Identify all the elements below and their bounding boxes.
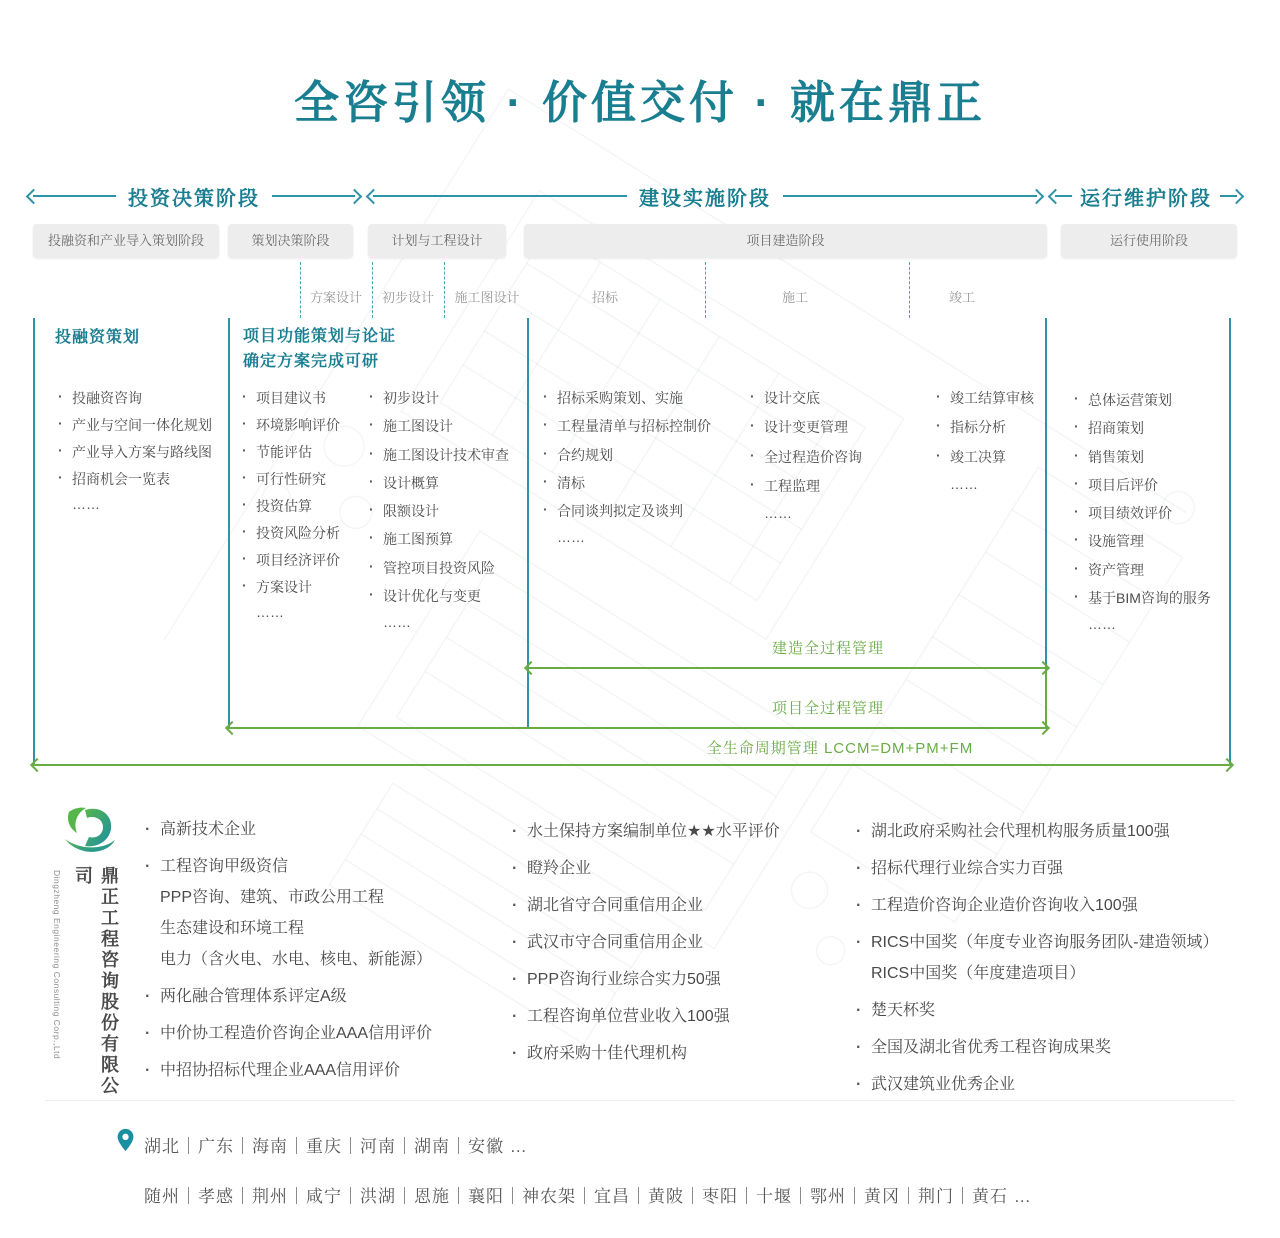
- arrow-right-icon: [1029, 188, 1045, 204]
- list-item-ellipsis: ……: [950, 475, 978, 492]
- arrow-left-icon: [1048, 188, 1064, 204]
- list-item: · 节能评估: [242, 442, 340, 469]
- stage-box-operation-use: 运行使用阶段: [1061, 224, 1237, 258]
- planning-left-list: [242, 388, 340, 631]
- list-item: · 工程量清单与招标控制价: [543, 416, 711, 444]
- list-item: · 限额设计: [369, 501, 509, 529]
- substage-scheme-design: 方案设计: [309, 290, 362, 305]
- arrow-line: [33, 195, 116, 197]
- list-item: · 合同谈判拟定及谈判: [543, 501, 711, 529]
- list-item: · 招商机会一览表: [58, 469, 212, 496]
- list-item: · 招标采购策划、实施: [543, 388, 711, 416]
- list-item: · 全过程造价咨询: [750, 447, 862, 476]
- phase-arrow-construction: [368, 184, 1042, 208]
- list-item: · 投资风险分析: [242, 523, 340, 550]
- credential-item: 电力（含火电、水电、核电、新能源）: [160, 951, 433, 968]
- list-item: · 投资估算: [242, 496, 340, 523]
- stage-box-financing-import: 投融资和产业导入策划阶段: [33, 224, 219, 258]
- list-item: · 设施管理: [1074, 531, 1211, 559]
- arrow-right-icon: [347, 188, 363, 204]
- dashed-divider: [372, 262, 373, 318]
- substage-construction: 施工: [781, 290, 808, 305]
- green-connector: [1045, 668, 1047, 728]
- arrow-left-icon: [366, 188, 382, 204]
- list-item: · 初步设计: [369, 388, 509, 416]
- label-project-whole-process: 项目全过程管理: [771, 700, 884, 717]
- credential-item: · 武汉市守合同重信用企业: [512, 933, 780, 953]
- dashed-divider: [909, 262, 910, 318]
- credential-item: · 武汉建筑业优秀企业: [856, 1075, 1219, 1095]
- list-item: · 招商策划: [1074, 418, 1211, 446]
- list-item: · 施工图设计: [369, 416, 509, 444]
- list-item-ellipsis: ……: [72, 496, 100, 512]
- credential-item: · 政府采购十佳代理机构: [512, 1044, 780, 1064]
- header-financing: 投融资策划: [55, 329, 141, 346]
- credential-item: · 中招协招标代理企业AAA信用评价: [145, 1061, 432, 1081]
- province-list: 湖北｜广东｜海南｜重庆｜河南｜湖南｜安徽 …: [144, 1137, 528, 1156]
- credential-item: · 全国及湖北省优秀工程咨询成果奖: [856, 1038, 1219, 1058]
- substage-construction-drawing: 施工图设计: [454, 290, 520, 305]
- list-item: · 设计交底: [750, 388, 862, 417]
- list-item: · 方案设计: [242, 577, 340, 604]
- operation-list: [1074, 390, 1211, 645]
- arrow-project-whole-process: [228, 727, 1047, 729]
- label-lifecycle-management: 全生命周期管理 LCCM=DM+PM+FM: [706, 740, 974, 757]
- list-item: · 指标分析: [936, 417, 1034, 446]
- company-name-cn: 鼎正工程咨询股份有限公司: [73, 866, 119, 1097]
- column-border: [1229, 318, 1231, 765]
- credentials-column-3: [856, 822, 1219, 1112]
- list-item: · 竣工决算: [936, 447, 1034, 476]
- arrow-construction-whole-process: [527, 667, 1047, 669]
- company-name-en: Dingzheng Engineering Consulting Corp.,Ltd: [52, 870, 62, 1060]
- arrow-lifecycle-management: [33, 764, 1231, 766]
- completion-list: [936, 388, 1034, 505]
- list-item-ellipsis: ……: [383, 614, 411, 631]
- list-item: · 清标: [543, 473, 711, 501]
- planning-right-list: [369, 388, 509, 643]
- credential-item: · PPP咨询行业综合实力50强: [512, 970, 780, 990]
- company-logo: [56, 804, 124, 864]
- list-item: · 产业导入方案与路线图: [58, 442, 212, 469]
- dashed-divider: [444, 262, 445, 318]
- city-list: 随州｜孝感｜荆州｜咸宁｜洪湖｜恩施｜襄阳｜神农架｜宜昌｜黄陂｜枣阳｜十堰｜鄂州｜黄冈｜荆门｜黄石 …: [144, 1187, 1032, 1206]
- bidding-list: [543, 388, 711, 558]
- substage-preliminary-design: 初步设计: [381, 290, 434, 305]
- list-item: · 投融资咨询: [58, 388, 212, 415]
- list-item: · 设计变更管理: [750, 417, 862, 446]
- credential-item: · 高新技术企业: [145, 820, 432, 840]
- credential-item: · 水土保持方案编制单位★★水平评价: [512, 822, 780, 842]
- construction-list: [750, 388, 862, 534]
- credential-item: · 湖北省守合同重信用企业: [512, 896, 780, 916]
- list-item: · 施工图预算: [369, 529, 509, 557]
- arrow-line: [373, 195, 627, 197]
- list-item: · 竣工结算审核: [936, 388, 1034, 417]
- list-item: · 设计优化与变更: [369, 586, 509, 614]
- header-planning-line2: 确定方案完成可研: [243, 353, 380, 370]
- phase-label-operation: 运行维护阶段: [1080, 187, 1212, 210]
- list-item: · 环境影响评价: [242, 415, 340, 442]
- credential-item: · 楚天杯奖: [856, 1001, 1219, 1021]
- column-border: [33, 318, 35, 765]
- list-item: · 可行性研究: [242, 469, 340, 496]
- column-border: [228, 318, 230, 728]
- credentials-column-1: [145, 820, 432, 1098]
- credential-item: · 湖北政府采购社会代理机构服务质量100强: [856, 822, 1219, 842]
- stage-box-project-build: 项目建造阶段: [524, 224, 1047, 258]
- phase-arrow-operation: [1050, 184, 1242, 208]
- phase-arrow-investment: [28, 184, 360, 208]
- page-title: 全咨引领 · 价值交付 · 就在鼎正: [294, 77, 986, 128]
- stage-box-plan-design: 计划与工程设计: [368, 224, 506, 258]
- stage-box-planning-decision: 策划决策阶段: [228, 224, 353, 258]
- list-item: · 资产管理: [1074, 560, 1211, 588]
- credential-item: 生态建设和环境工程: [160, 920, 305, 937]
- list-item-ellipsis: ……: [764, 505, 792, 522]
- list-item: · 合约规划: [543, 445, 711, 473]
- list-item: · 施工图设计技术审查: [369, 445, 509, 473]
- credentials-column-2: [512, 822, 780, 1081]
- credential-item: · 工程造价咨询企业造价咨询收入100强: [856, 896, 1219, 916]
- credential-item: RICS中国奖（年度建造项目）: [871, 965, 1086, 982]
- list-item: · 设计概算: [369, 473, 509, 501]
- phase-label-construction: 建设实施阶段: [639, 187, 771, 210]
- arrow-right-icon: [1229, 188, 1245, 204]
- dashed-divider: [705, 262, 706, 318]
- arrow-line: [783, 195, 1037, 197]
- dashed-divider: [300, 262, 301, 318]
- list-item: · 项目经济评价: [242, 550, 340, 577]
- list-item: · 产业与空间一体化规划: [58, 415, 212, 442]
- list-item: · 总体运营策划: [1074, 390, 1211, 418]
- credential-item: · 工程咨询甲级资信: [145, 857, 432, 877]
- list-item: · 工程监理: [750, 476, 862, 505]
- substage-bidding: 招标: [591, 290, 618, 305]
- credential-item: · RICS中国奖（年度专业咨询服务团队-建造领域）: [856, 933, 1219, 953]
- credential-item: · 中价协工程造价咨询企业AAA信用评价: [145, 1024, 432, 1044]
- financing-list: [58, 388, 212, 523]
- credential-item: · 工程咨询单位营业收入100强: [512, 1007, 780, 1027]
- arrow-line: [272, 195, 355, 197]
- credential-item: · 瞪羚企业: [512, 859, 780, 879]
- list-item: · 项目建议书: [242, 388, 340, 415]
- credential-item: · 招标代理行业综合实力百强: [856, 859, 1219, 879]
- credential-item: · 两化融合管理体系评定A级: [145, 987, 432, 1007]
- divider-line: [45, 1100, 1235, 1101]
- list-item: · 项目绩效评价: [1074, 503, 1211, 531]
- list-item-ellipsis: ……: [1088, 616, 1116, 633]
- arrow-left-icon: [26, 188, 42, 204]
- substage-completion: 竣工: [948, 290, 975, 305]
- phase-label-investment: 投资决策阶段: [128, 187, 260, 210]
- list-item: · 销售策划: [1074, 447, 1211, 475]
- credential-item: PPP咨询、建筑、市政公用工程: [160, 889, 385, 906]
- location-pin-icon: [116, 1128, 135, 1152]
- list-item: · 项目后评价: [1074, 475, 1211, 503]
- column-border: [1045, 318, 1047, 668]
- list-item-ellipsis: ……: [557, 529, 585, 546]
- list-item-ellipsis: ……: [256, 604, 284, 620]
- list-item: · 基于BIM咨询的服务: [1074, 588, 1211, 616]
- list-item: · 管控项目投资风险: [369, 558, 509, 586]
- label-construction-whole-process: 建造全过程管理: [771, 640, 884, 657]
- header-planning-line1: 项目功能策划与论证: [243, 328, 397, 345]
